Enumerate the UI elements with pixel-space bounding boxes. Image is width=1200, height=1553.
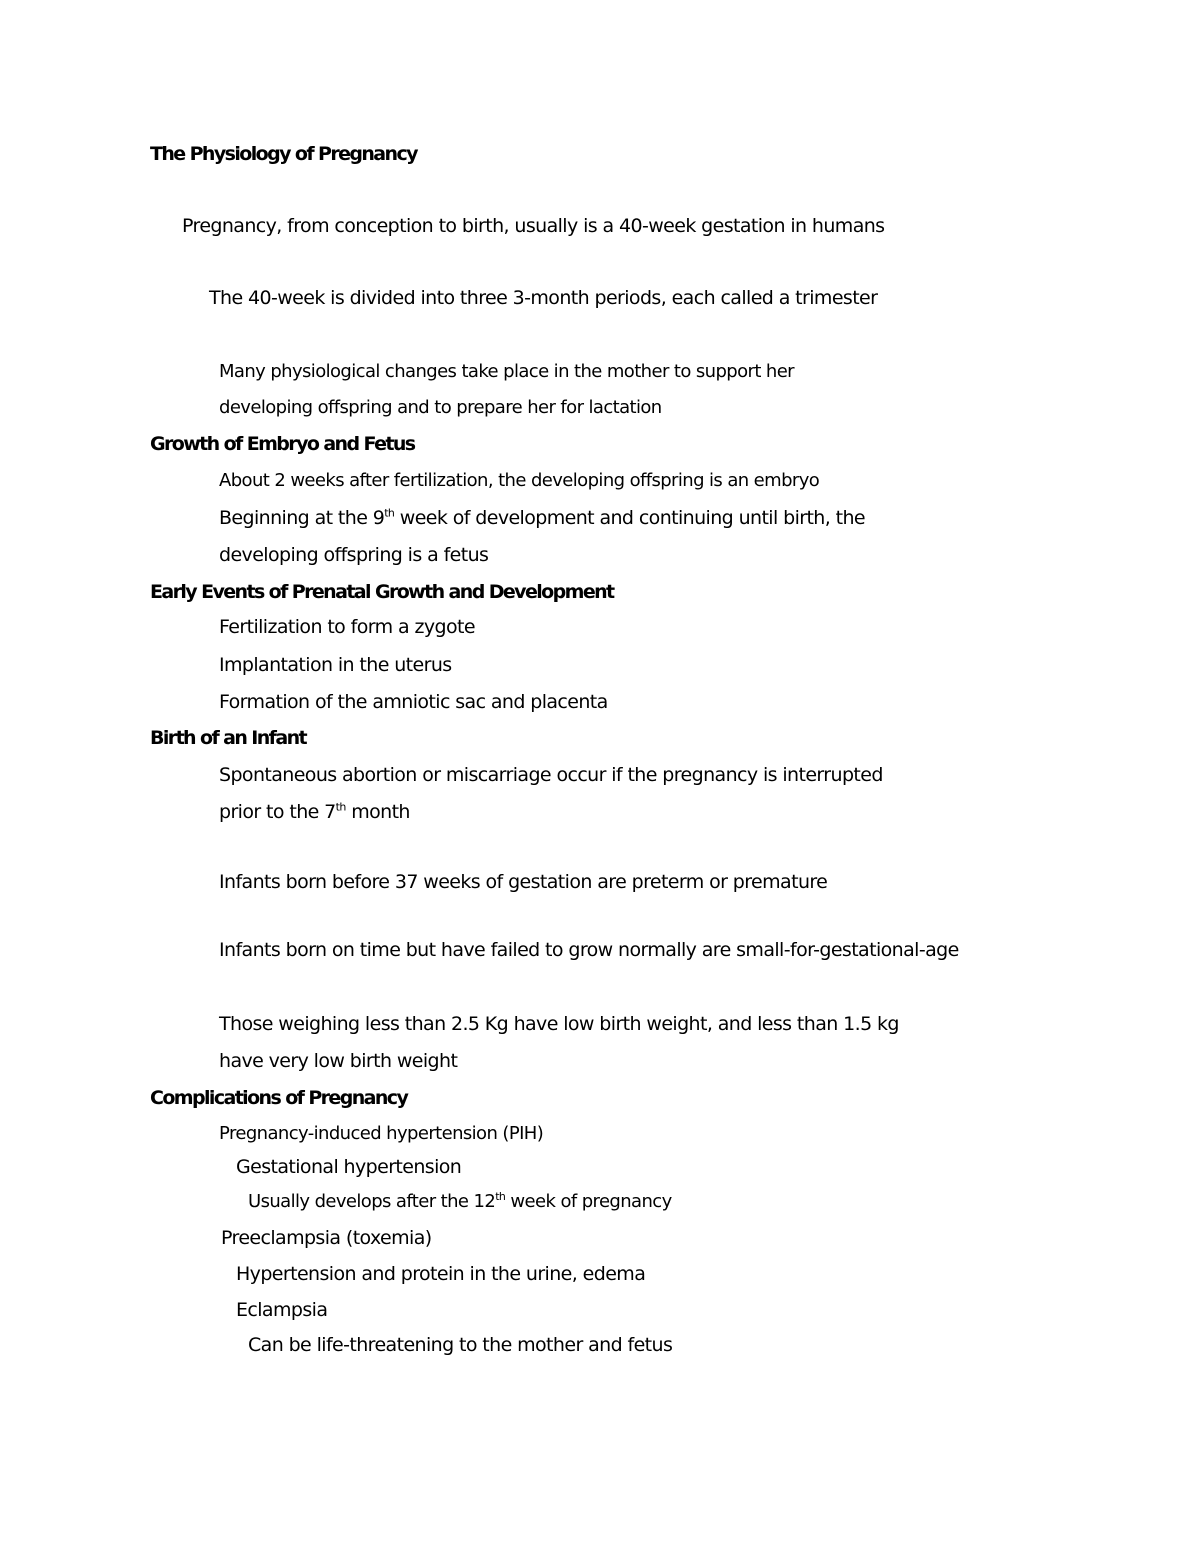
birth-line-5: Those weighing less than 2.5 Kg have low birth weight, and less than 1.5 kg [219, 1013, 899, 1035]
birth-line-2 [219, 800, 410, 824]
complications-line-3 [248, 1190, 672, 1214]
birth-line-2-sup: th [335, 800, 346, 814]
early-item-3: Formation of the amniotic sac and placenta [219, 691, 608, 713]
intro-line-3: Many physiological changes take place in the mother to support her [219, 361, 794, 382]
growth-line-2-text: Beginning at the 9 [219, 507, 385, 529]
intro-line-2: The 40-week is divided into three 3-month periods, each called a trimester [209, 287, 878, 309]
heading-growth: Growth of Embryo and Fetus [150, 433, 415, 455]
early-item-1: Fertilization to form a zygote [219, 616, 475, 638]
complications-line-2: Gestational hypertension [236, 1156, 462, 1178]
complications-line-3-text-end: week of pregnancy [505, 1191, 672, 1212]
complications-line-3-sup: th [495, 1190, 506, 1203]
intro-line-1: Pregnancy, from conception to birth, usually is a 40-week gestation in humans [182, 215, 885, 237]
heading-complications: Complications of Pregnancy [150, 1087, 408, 1109]
growth-line-2-text-end: week of development and continuing until birth, the [394, 507, 866, 529]
growth-line-3: developing offspring is a fetus [219, 544, 489, 566]
birth-line-4: Infants born on time but have failed to grow normally are small-for-gestational-age [219, 939, 959, 961]
birth-line-1: Spontaneous abortion or miscarriage occur if the pregnancy is interrupted [219, 764, 883, 786]
page-title: The Physiology of Pregnancy [150, 143, 417, 165]
complications-line-4: Preeclampsia (toxemia) [221, 1227, 432, 1249]
birth-line-2-text: prior to the 7 [219, 801, 336, 823]
complications-line-1: Pregnancy-induced hypertension (PIH) [219, 1123, 544, 1144]
intro-line-4: developing offspring and to prepare her for lactation [219, 397, 662, 418]
birth-line-2-text-end: month [345, 801, 410, 823]
heading-birth: Birth of an Infant [150, 727, 306, 749]
birth-line-3: Infants born before 37 weeks of gestation are preterm or premature [219, 871, 828, 893]
early-item-2: Implantation in the uterus [219, 654, 452, 676]
complications-line-5: Hypertension and protein in the urine, edema [236, 1263, 646, 1285]
growth-line-1: About 2 weeks after fertilization, the developing offspring is an embryo [219, 470, 820, 491]
complications-line-6: Eclampsia [236, 1299, 328, 1321]
growth-line-2 [219, 506, 865, 530]
complications-line-7: Can be life-threatening to the mother and fetus [248, 1334, 673, 1356]
growth-line-2-sup: th [384, 506, 395, 520]
heading-early-events: Early Events of Prenatal Growth and Development [150, 581, 614, 603]
birth-line-6: have very low birth weight [219, 1050, 458, 1072]
complications-line-3-text: Usually develops after the 12 [248, 1191, 496, 1212]
